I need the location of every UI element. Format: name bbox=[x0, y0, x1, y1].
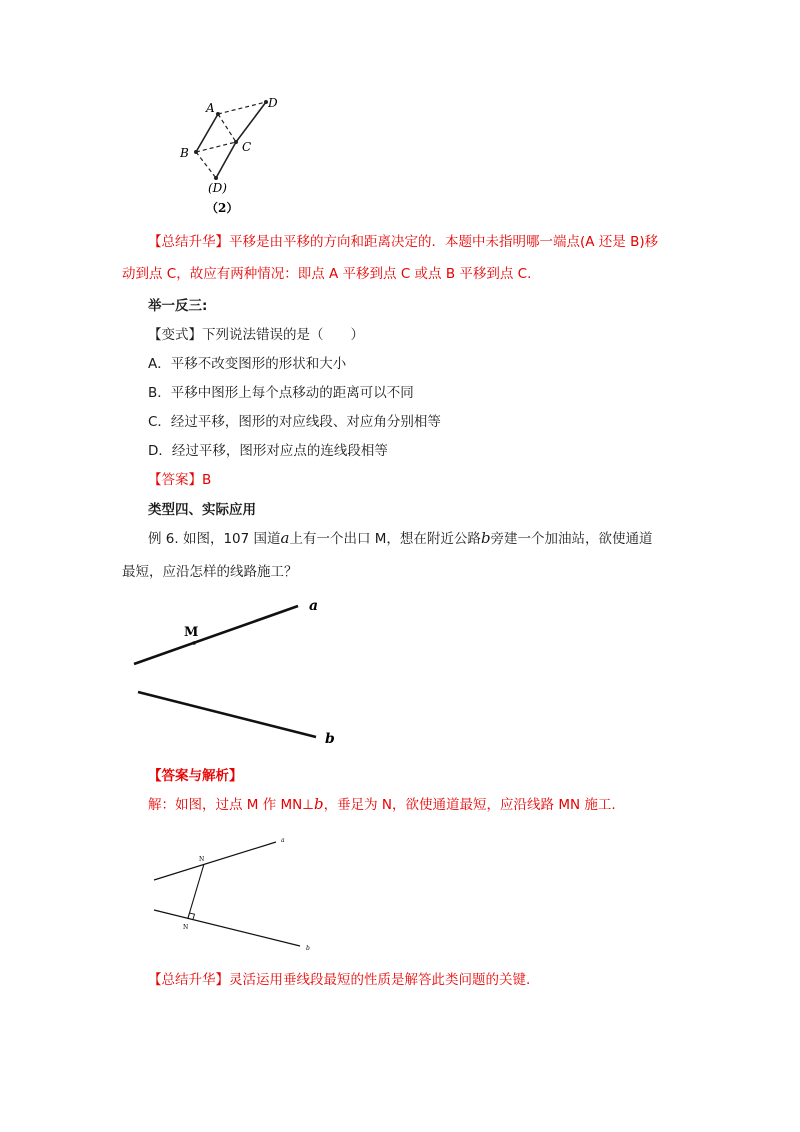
example-6-middle: 上有一个出口 M，想在附近公路 bbox=[289, 531, 481, 547]
perpendicular-figure bbox=[148, 830, 328, 955]
point-c bbox=[234, 140, 238, 144]
point-d2 bbox=[214, 176, 218, 180]
segment-bc bbox=[196, 142, 236, 152]
label-n-bottom: N bbox=[183, 924, 189, 931]
summary-2 bbox=[148, 970, 530, 990]
point-a bbox=[216, 112, 220, 116]
road-a-thin bbox=[154, 842, 276, 880]
option-b: B．平移中图形上每个点移动的距离可以不同 bbox=[148, 385, 414, 401]
variant-question bbox=[148, 325, 364, 345]
practice-heading: 举一反三: bbox=[148, 298, 208, 314]
label-b: B bbox=[180, 146, 189, 160]
label-a: A bbox=[206, 101, 215, 115]
point-m bbox=[192, 641, 196, 645]
section-heading-type4: 类型四、实际应用 bbox=[148, 502, 256, 518]
example-6-suffix: 旁建一个加油站，欲使通道 bbox=[490, 531, 653, 547]
summary-tag: 【总结升华】 bbox=[148, 234, 229, 250]
figure-caption: （2） bbox=[206, 201, 239, 215]
solution-prefix: 解：如图，过点 M 作 MN⊥ bbox=[148, 797, 315, 813]
label-road-b: b bbox=[325, 731, 335, 747]
road-b bbox=[138, 692, 316, 737]
solution-var-b: b bbox=[314, 795, 324, 813]
translation-figure bbox=[170, 90, 290, 220]
solution-suffix: ，垂足为 N，欲使通道最短，应沿线路 MN 施工. bbox=[323, 797, 616, 813]
option-d: D．经过平移，图形对应点的连线段相等 bbox=[148, 443, 388, 459]
label-d2: (D) bbox=[208, 181, 227, 195]
segment-bd2 bbox=[196, 152, 216, 178]
label-c: C bbox=[242, 140, 252, 154]
roads-figure bbox=[128, 596, 348, 752]
variant-answer bbox=[148, 470, 211, 490]
option-a: A．平移不改变图形的形状和大小 bbox=[148, 356, 347, 372]
segment-cd2 bbox=[216, 142, 236, 178]
answer-tag: 【答案】 bbox=[148, 472, 202, 488]
label-d: D bbox=[268, 96, 278, 110]
answer-value: B bbox=[202, 472, 212, 488]
segment-ac bbox=[218, 114, 236, 142]
road-a bbox=[134, 606, 298, 664]
var-a: a bbox=[280, 529, 290, 547]
solution-tag: 【答案与解析】 bbox=[148, 768, 243, 784]
summary-2-tag: 【总结升华】 bbox=[148, 972, 229, 988]
solution-text bbox=[148, 794, 616, 815]
summary-line-2: 动到点 C，故应有两种情况：即点 A 平移到点 C 或点 B 平移到点 C. bbox=[122, 266, 532, 282]
label-road-a: a bbox=[309, 598, 319, 614]
segment-ab bbox=[196, 114, 218, 152]
example-6-line-2: 最短，应沿怎样的线路施工？ bbox=[122, 564, 298, 580]
label-a-small: a bbox=[281, 837, 285, 844]
summary-line-1 bbox=[148, 232, 658, 252]
example-6-line-1 bbox=[148, 528, 653, 549]
summary-text-1: 平移是由平移的方向和距离决定的．本题中未指明哪一端点(A 还是 B)移 bbox=[229, 234, 659, 250]
summary-2-text: 灵活运用垂线段最短的性质是解答此类问题的关键. bbox=[229, 972, 531, 988]
label-m: M bbox=[184, 625, 199, 640]
var-b: b bbox=[480, 529, 491, 547]
road-b-thin bbox=[154, 910, 300, 946]
label-b-small: b bbox=[306, 945, 310, 952]
variant-tag: 【变式】 bbox=[148, 327, 202, 343]
segment-mn bbox=[188, 864, 204, 918]
option-c: C．经过平移，图形的对应线段、对应角分别相等 bbox=[148, 414, 441, 430]
variant-question-text: 下列说法错误的是（ ） bbox=[202, 327, 364, 343]
point-b bbox=[194, 150, 198, 154]
label-n-top: N bbox=[199, 856, 205, 863]
example-6-prefix: 例 6. 如图，107 国道 bbox=[148, 531, 281, 547]
